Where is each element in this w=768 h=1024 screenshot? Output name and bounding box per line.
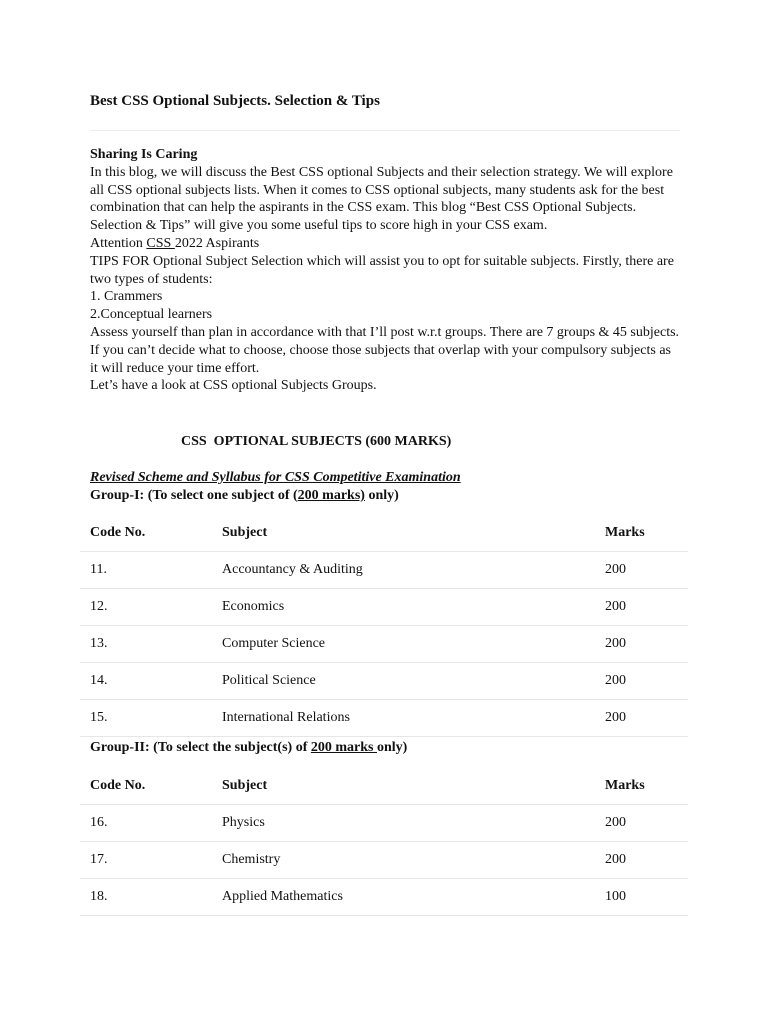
table-header-row bbox=[80, 515, 688, 552]
group2-title-prefix: Group-II: (To select the subject(s) of bbox=[90, 740, 311, 755]
list-item: 2.Conceptual learners bbox=[90, 307, 213, 323]
code-header: Code No. bbox=[80, 515, 212, 552]
table-row bbox=[80, 552, 688, 589]
code-cell: 16. bbox=[80, 805, 212, 842]
group1-title bbox=[90, 488, 399, 504]
code-cell: 13. bbox=[80, 626, 212, 663]
css-link[interactable]: CSS bbox=[146, 235, 175, 251]
marks-header: Marks bbox=[595, 768, 688, 805]
intro-heading: Sharing Is Caring bbox=[90, 147, 198, 162]
table-row bbox=[80, 589, 688, 626]
group1-title-marks: 200 marks) bbox=[297, 488, 365, 503]
group2-title-marks: 200 marks bbox=[310, 740, 377, 755]
group1-title-prefix: Group-I: (To select one subject of ( bbox=[90, 488, 298, 503]
subject-cell: Political Science bbox=[212, 663, 595, 700]
optional-subjects-heading: CSS OPTIONAL SUBJECTS (600 MARKS) bbox=[181, 434, 452, 449]
marks-cell: 200 bbox=[595, 663, 688, 700]
list-item: 1. Crammers bbox=[90, 289, 163, 305]
marks-cell: 200 bbox=[595, 842, 688, 879]
table-row bbox=[80, 626, 688, 663]
attention-line bbox=[90, 235, 680, 253]
group1-table bbox=[80, 515, 688, 737]
code-cell: 12. bbox=[80, 589, 212, 626]
subject-cell: Economics bbox=[212, 589, 595, 626]
marks-cell: 200 bbox=[595, 552, 688, 589]
code-cell: 18. bbox=[80, 879, 212, 916]
assess-paragraph: Assess yourself than plan in accordance with that I’ll post w.r.t groups. There are 7 groups & 45 subjects. If you can’t decide what to choose, choose those subjects that overlap with your compulsory subjects as it will reduce your time effort. bbox=[90, 324, 680, 376]
subject-cell: Accountancy & Auditing bbox=[212, 552, 595, 589]
subject-cell: International Relations bbox=[212, 700, 595, 737]
subject-cell: Applied Mathematics bbox=[212, 879, 595, 916]
title-divider bbox=[90, 130, 680, 131]
table-row bbox=[80, 700, 688, 737]
subject-cell: Computer Science bbox=[212, 626, 595, 663]
subject-header: Subject bbox=[212, 515, 595, 552]
subject-header: Subject bbox=[212, 768, 595, 805]
intro-paragraph: In this blog, we will discuss the Best CSS optional Subjects and their selection strategy. We will explore all CSS optional subjects lists. When it comes to CSS optional subjects, many students ask for the best combination that can help the aspirants in the CSS exam. This blog “Best CSS Optional Subjects. Selection & Tips” will give you some useful tips to score high in your CSS exam. bbox=[90, 164, 673, 234]
group1-title-suffix: only) bbox=[364, 488, 399, 503]
marks-cell: 100 bbox=[595, 879, 688, 916]
code-header: Code No. bbox=[80, 768, 212, 805]
group2-title bbox=[90, 740, 407, 756]
subject-cell: Physics bbox=[212, 805, 595, 842]
code-cell: 15. bbox=[80, 700, 212, 737]
table-header-row bbox=[80, 768, 688, 805]
intro-section bbox=[90, 146, 680, 395]
marks-cell: 200 bbox=[595, 805, 688, 842]
group2-table bbox=[80, 768, 688, 916]
marks-cell: 200 bbox=[595, 589, 688, 626]
code-cell: 17. bbox=[80, 842, 212, 879]
attention-prefix: Attention bbox=[90, 235, 147, 251]
table-row bbox=[80, 663, 688, 700]
marks-cell: 200 bbox=[595, 700, 688, 737]
table-row bbox=[80, 842, 688, 879]
page-title: Best CSS Optional Subjects. Selection & Tips bbox=[90, 93, 380, 109]
code-cell: 11. bbox=[80, 552, 212, 589]
code-cell: 14. bbox=[80, 663, 212, 700]
revised-scheme-heading: Revised Scheme and Syllabus for CSS Competitive Examination bbox=[90, 470, 461, 485]
group2-title-suffix: only) bbox=[377, 740, 408, 755]
table-row bbox=[80, 879, 688, 916]
marks-cell: 200 bbox=[595, 626, 688, 663]
tips-paragraph: TIPS FOR Optional Subject Selection which will assist you to opt for suitable subjects. Firstly, there are two types of students: bbox=[90, 253, 674, 287]
attention-suffix: 2022 Aspirants bbox=[174, 235, 260, 251]
lookat-paragraph: Let’s have a look at CSS optional Subjects Groups. bbox=[90, 378, 377, 394]
subject-cell: Chemistry bbox=[212, 842, 595, 879]
marks-header: Marks bbox=[595, 515, 688, 552]
table-row bbox=[80, 805, 688, 842]
